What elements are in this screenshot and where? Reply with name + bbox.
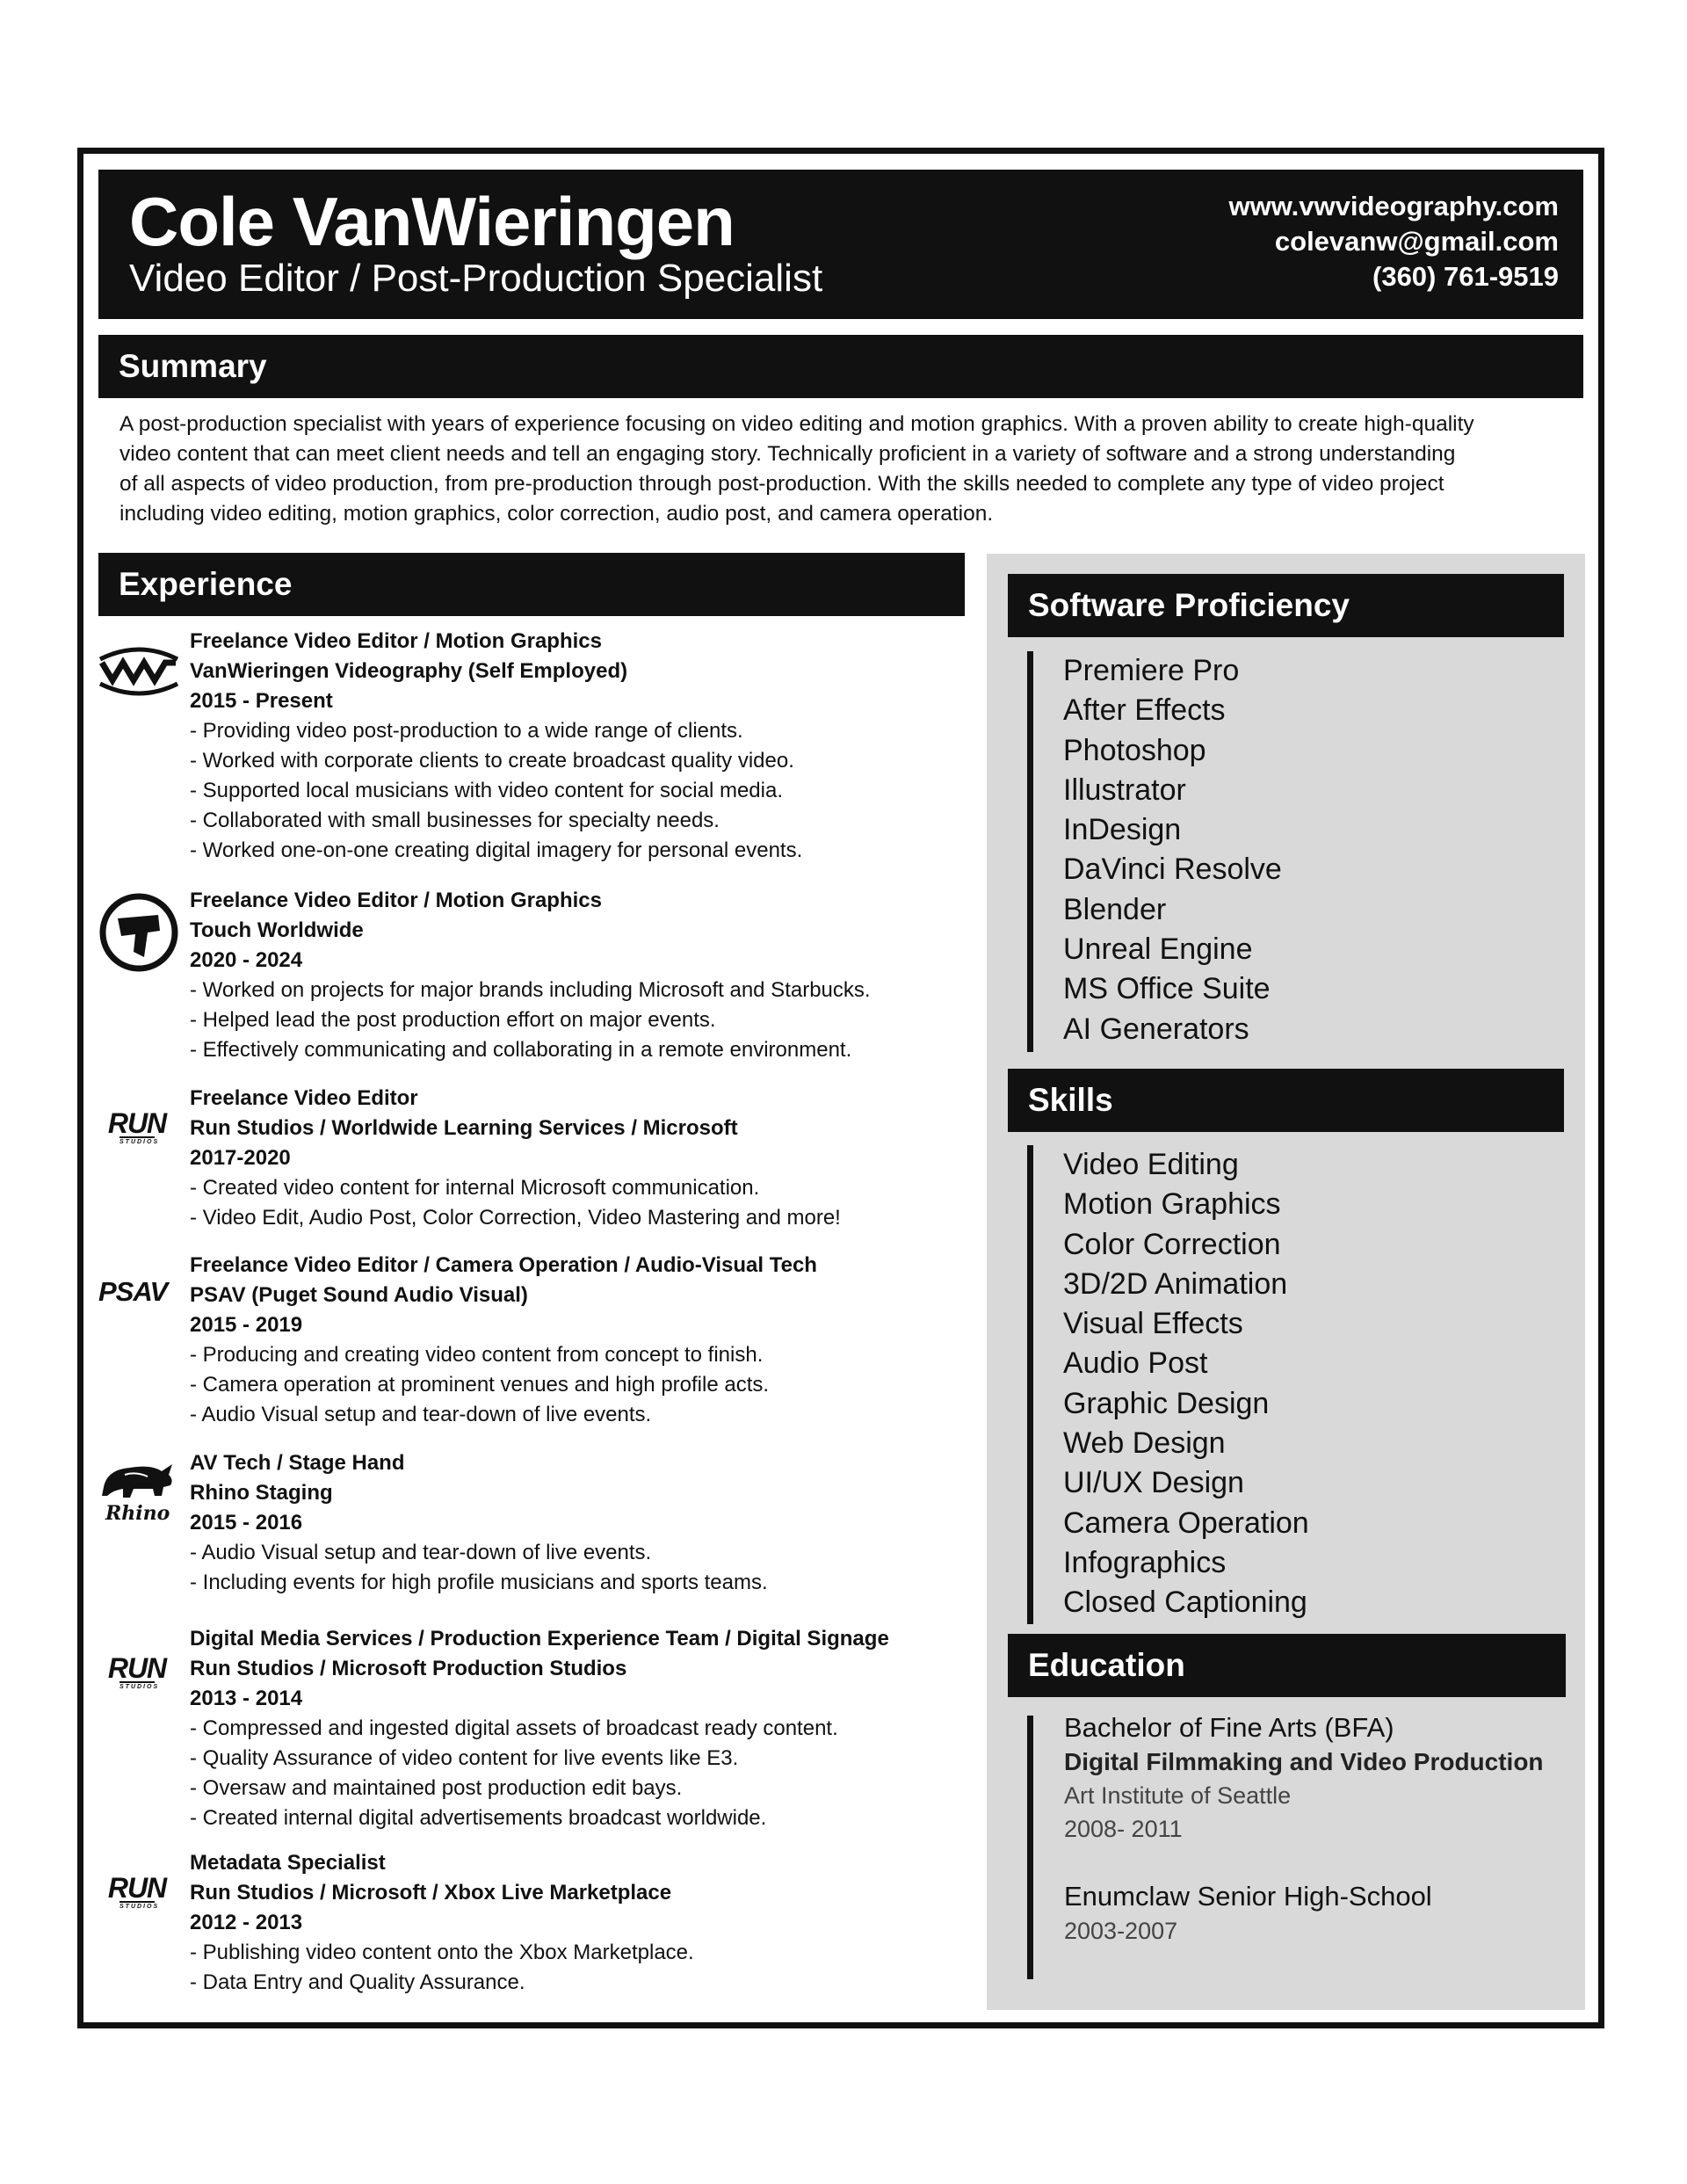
job-bullet: - Oversaw and maintained post production edit bays.	[190, 1776, 683, 1800]
skill-item: Audio Post	[1063, 1346, 1208, 1381]
job-entry	[190, 1848, 963, 1998]
software-item: After Effects	[1063, 693, 1226, 728]
job-company: Run Studios / Microsoft / Xbox Live Marketplace	[190, 1881, 672, 1905]
job-role: Freelance Video Editor / Motion Graphics	[190, 889, 602, 912]
education-school-2: Enumclaw Senior High-School	[1064, 1881, 1432, 1912]
software-item: Illustrator	[1063, 773, 1186, 807]
job-bullet: - Camera operation at prominent venues and high profile acts.	[190, 1373, 770, 1397]
job-bullet: - Compressed and ingested digital assets of broadcast ready content.	[190, 1716, 838, 1740]
job-bullet: - Supported local musicians with video content for social media.	[190, 779, 783, 802]
job-bullet: - Publishing video content onto the Xbox Marketplace.	[190, 1941, 694, 1964]
job-company: Run Studios / Microsoft Production Studios	[190, 1657, 627, 1680]
experience-heading: Experience	[119, 566, 293, 602]
job-bullet: - Worked with corporate clients to create broadcast quality video.	[190, 749, 794, 773]
vanwieringen-videography-logo	[98, 647, 179, 696]
job-dates: 2015 - 2019	[190, 1313, 303, 1337]
skill-item: Motion Graphics	[1063, 1187, 1281, 1222]
job-entry	[190, 1084, 963, 1233]
skill-item: Visual Effects	[1063, 1307, 1243, 1341]
run-studios-logo: RUN STUDIOS	[107, 1107, 167, 1145]
rhino-staging-logo	[98, 1461, 179, 1523]
candidate-title: Video Editor / Post-Production Specialist	[129, 257, 823, 300]
skill-item: Graphic Design	[1063, 1386, 1270, 1420]
software-item: Unreal Engine	[1063, 932, 1253, 967]
education-heading: Education	[1028, 1647, 1185, 1683]
job-role: Metadata Specialist	[190, 1851, 386, 1875]
job-bullet: - Providing video post-production to a wide range of clients.	[190, 719, 743, 743]
education-years-2: 2003-2007	[1064, 1918, 1178, 1944]
job-bullet: - Effectively communicating and collaborating in a remote environment.	[190, 1038, 852, 1062]
summary-line: A post-production specialist with years of experience focusing on video editing and motion graphics. With a proven ability to create high-quality	[119, 412, 1474, 436]
education-degree: Bachelor of Fine Arts (BFA)	[1064, 1712, 1394, 1743]
job-bullet: - Including events for high profile musicians and sports teams.	[190, 1571, 768, 1594]
rhino-logo-text: Rhino	[105, 1502, 170, 1525]
education-heading-bar	[1008, 1634, 1566, 1697]
job-entry	[190, 1624, 963, 1833]
education-years: 2008- 2011	[1064, 1816, 1183, 1842]
job-bullet: - Audio Visual setup and tear-down of live events.	[190, 1403, 652, 1426]
skill-item: Camera Operation	[1063, 1506, 1309, 1540]
skill-item: UI/UX Design	[1063, 1466, 1244, 1500]
skills-list	[1027, 1145, 1309, 1624]
software-heading: Software Proficiency	[1028, 587, 1350, 623]
summary-line: of all aspects of video production, from pre-production through post-production. With the skills needed to complete any type of video project	[119, 472, 1444, 496]
website-link[interactable]: www.vwvideography.com	[1228, 191, 1559, 221]
job-bullet: - Quality Assurance of video content for live events like E3.	[190, 1746, 739, 1770]
skill-item: Color Correction	[1063, 1227, 1281, 1261]
candidate-name: Cole VanWieringen	[129, 183, 735, 260]
software-item: DaVinci Resolve	[1063, 853, 1282, 887]
rhino-icon	[98, 1461, 176, 1499]
software-list	[1027, 651, 1282, 1052]
job-entry	[190, 1448, 963, 1598]
job-role: Digital Media Services / Production Experience Team / Digital Signage	[190, 1627, 889, 1651]
software-item: InDesign	[1063, 813, 1182, 847]
job-role: Freelance Video Editor	[190, 1086, 418, 1110]
job-bullet: - Producing and creating video content from concept to finish.	[190, 1343, 764, 1367]
job-entry	[190, 1251, 963, 1430]
software-item: Blender	[1063, 892, 1167, 926]
job-entry	[190, 886, 963, 1065]
job-dates: 2020 - 2024	[190, 948, 303, 972]
skill-item: Infographics	[1063, 1545, 1227, 1579]
job-bullet: - Worked one-on-one creating digital imagery for personal events.	[190, 838, 803, 862]
job-dates: 2017-2020	[190, 1146, 291, 1170]
job-bullet: - Collaborated with small businesses for specialty needs.	[190, 809, 720, 832]
phone-number: (360) 761-9519	[1372, 261, 1559, 292]
contact-block	[1228, 189, 1559, 294]
summary-text	[119, 410, 1569, 529]
job-entry	[190, 627, 963, 866]
job-bullet: - Created video content for internal Microsoft communication.	[190, 1176, 760, 1200]
job-dates: 2013 - 2014	[190, 1687, 303, 1710]
run-studios-logo: RUN STUDIOS	[107, 1652, 167, 1690]
job-company: PSAV (Puget Sound Audio Visual)	[190, 1283, 528, 1307]
job-bullet: - Video Edit, Audio Post, Color Correction, Video Mastering and more!	[190, 1206, 841, 1230]
software-item: Photoshop	[1063, 733, 1206, 767]
touch-worldwide-logo	[98, 892, 179, 973]
software-item: Premiere Pro	[1063, 654, 1240, 687]
header-banner	[98, 170, 1583, 319]
education-rule	[1027, 1716, 1033, 1979]
skills-heading-bar	[1008, 1069, 1564, 1132]
summary-heading-bar	[98, 335, 1583, 398]
summary-line: including video editing, motion graphics, color correction, audio post, and camera operation.	[119, 502, 994, 526]
skill-item: 3D/2D Animation	[1063, 1266, 1288, 1301]
software-item: MS Office Suite	[1063, 972, 1271, 1006]
job-company: Touch Worldwide	[190, 918, 364, 942]
job-company: Run Studios / Worldwide Learning Services / Microsoft	[190, 1116, 738, 1140]
skills-heading: Skills	[1028, 1082, 1113, 1118]
software-heading-bar	[1008, 574, 1564, 637]
skill-item: Web Design	[1063, 1426, 1226, 1461]
job-bullet: - Data Entry and Quality Assurance.	[190, 1970, 525, 1994]
run-studios-logo: RUN STUDIOS	[107, 1872, 167, 1910]
skill-item: Closed Captioning	[1063, 1585, 1307, 1620]
job-role: Freelance Video Editor / Motion Graphics	[190, 629, 602, 653]
experience-heading-bar	[98, 553, 965, 616]
job-bullet: - Helped lead the post production effort on major events.	[190, 1008, 716, 1032]
job-company: Rhino Staging	[190, 1481, 333, 1505]
job-bullet: - Worked on projects for major brands including Microsoft and Starbucks.	[190, 978, 871, 1002]
job-bullet: - Audio Visual setup and tear-down of live events.	[190, 1541, 652, 1564]
job-bullet: - Created internal digital advertisements broadcast worldwide.	[190, 1806, 767, 1830]
job-dates: 2012 - 2013	[190, 1911, 303, 1934]
software-item: AI Generators	[1063, 1012, 1249, 1046]
education-school: Art Institute of Seattle	[1064, 1782, 1292, 1809]
job-role: Freelance Video Editor / Camera Operation / Audio-Visual Tech	[190, 1253, 817, 1277]
education-field: Digital Filmmaking and Video Production	[1064, 1748, 1544, 1775]
job-dates: 2015 - Present	[190, 689, 333, 713]
job-dates: 2015 - 2016	[190, 1511, 303, 1535]
skill-item: Video Editing	[1063, 1148, 1239, 1181]
job-company: VanWieringen Videography (Self Employed)	[190, 659, 628, 683]
job-role: AV Tech / Stage Hand	[190, 1451, 405, 1475]
summary-heading: Summary	[119, 348, 267, 384]
summary-line: video content that can meet client needs and tell an engaging story. Technically proficient in a variety of software and a strong understanding	[119, 442, 1456, 466]
psav-logo: PSAV	[98, 1276, 168, 1307]
email-link[interactable]: colevanw@gmail.com	[1274, 226, 1559, 257]
